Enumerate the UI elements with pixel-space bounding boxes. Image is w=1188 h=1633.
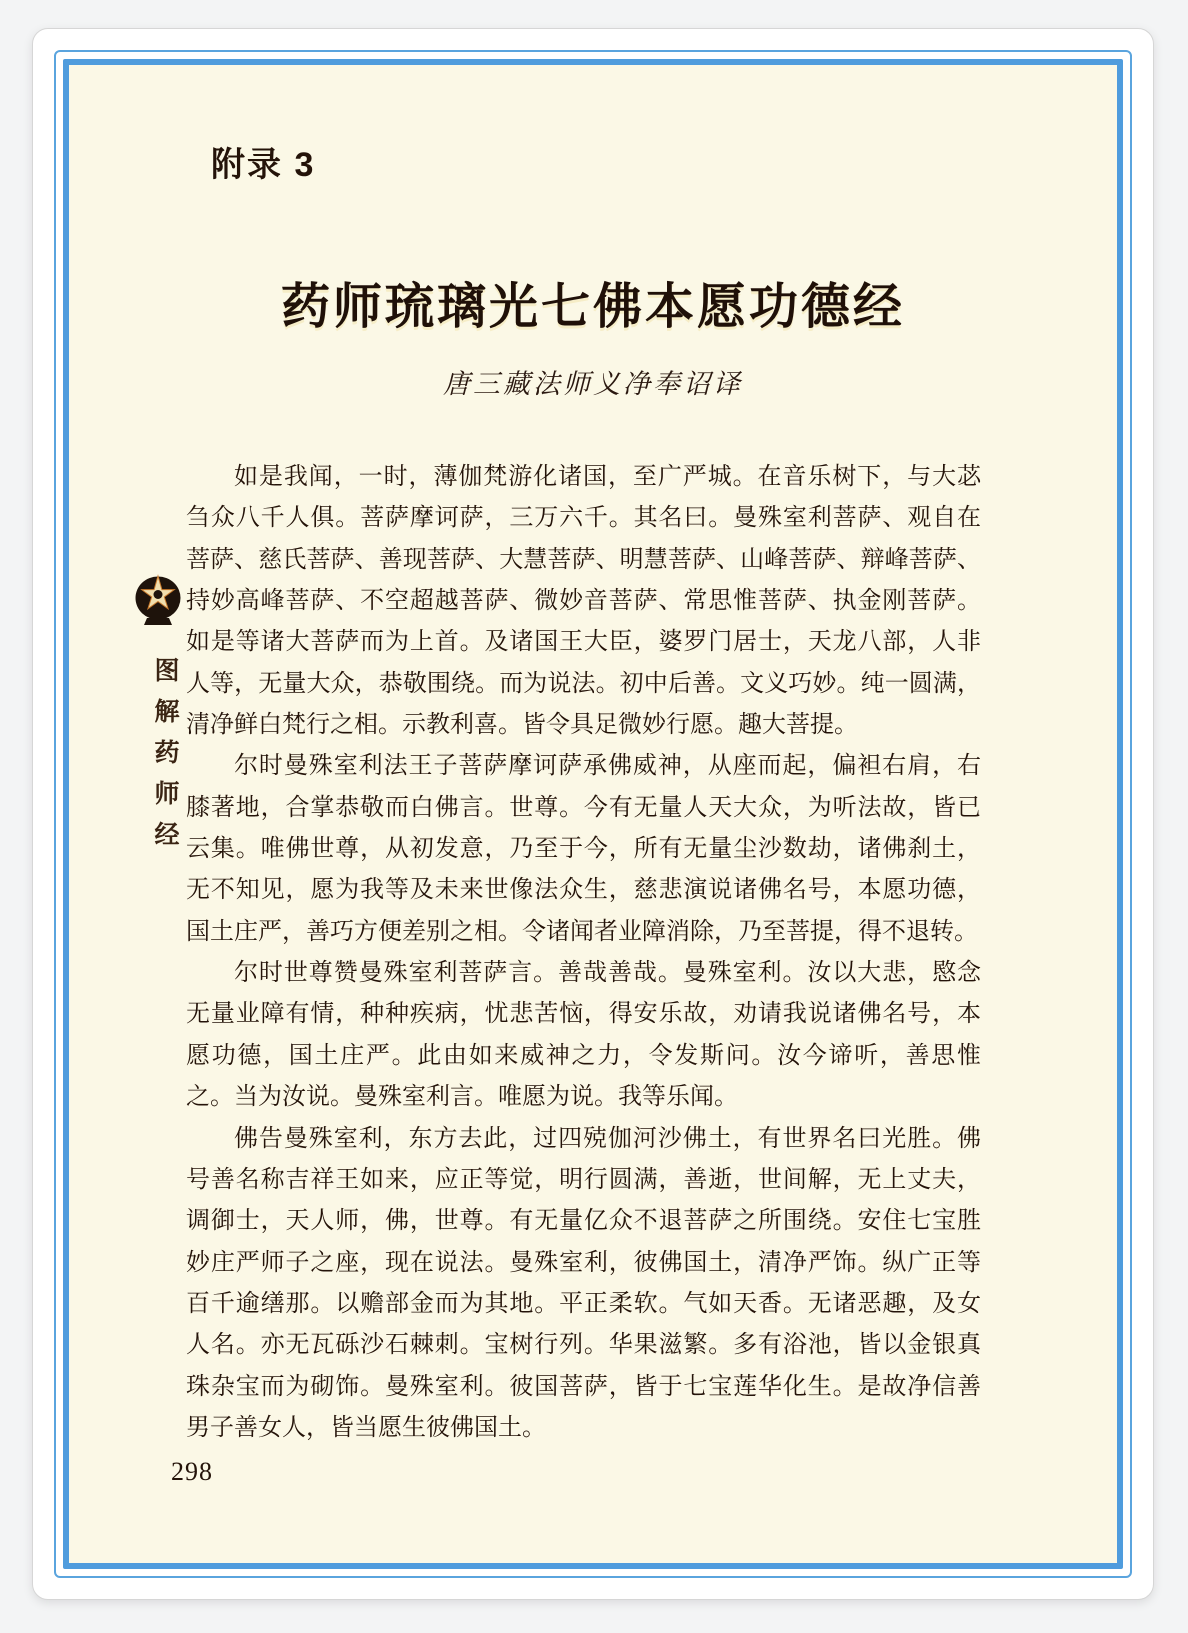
book-page-card xyxy=(32,28,1154,1600)
sutra-line: 珠杂宝而为砌饰。曼殊室利。彼国菩萨，皆于七宝莲华化生。是故净信善 xyxy=(186,1373,981,1400)
sutra-line: 百千逾缮那。以赡部金而为其地。平正柔软。气如天香。无诸恶趣，及女 xyxy=(186,1290,981,1317)
sutra-line: 号善名称吉祥王如来，应正等觉，明行圆满，善逝，世间解，无上丈夫， xyxy=(186,1166,981,1193)
sutra-body xyxy=(186,457,981,1449)
sutra-line: 菩萨、慈氏菩萨、善现菩萨、大慧菩萨、明慧菩萨、山峰菩萨、辩峰菩萨、 xyxy=(186,546,981,573)
translator-line: 唐三藏法师义净奉诏译 xyxy=(443,369,743,399)
sutra-line: 无不知见，愿为我等及未来世像法众生，慈悲演说诸佛名号，本愿功德， xyxy=(186,877,981,904)
sutra-line: 人名。亦无瓦砾沙石棘刺。宝树行列。华果滋繁。多有浴池，皆以金银真 xyxy=(186,1332,981,1359)
sutra-line: 持妙高峰菩萨、不空超越菩萨、微妙音菩萨、常思惟菩萨、执金刚菩萨。 xyxy=(186,588,981,615)
sutra-line: 调御士，天人师，佛，世尊。有无量亿众不退菩萨之所围绕。安住七宝胜 xyxy=(186,1208,981,1235)
sutra-line: 云集。唯佛世尊，从初发意，乃至于今，所有无量尘沙数劫，诸佛刹土， xyxy=(186,836,981,863)
page-title: 药师琉璃光七佛本愿功德经 xyxy=(280,280,905,334)
sutra-line: 刍众八千人俱。菩萨摩诃萨，三万六千。其名曰。曼殊室利菩萨、观自在 xyxy=(186,505,981,532)
sutra-line: 男子善女人，皆当愿生彼佛国土。 xyxy=(186,1414,546,1441)
sutra-line: 清净鲜白梵行之相。示教利喜。皆令具足微妙行愿。趣大菩提。 xyxy=(186,712,858,739)
page-content xyxy=(69,65,1117,1563)
sutra-line: 如是等诸大菩萨而为上首。及诸国王大臣，婆罗门居士，天龙八部，人非 xyxy=(186,629,981,656)
sutra-line: 之。当为汝说。曼殊室利言。唯愿为说。我等乐闻。 xyxy=(186,1084,738,1111)
book-title-vertical: 图解药师经 xyxy=(151,657,179,862)
sutra-line: 佛告曼殊室利，东方去此，过四殑伽河沙佛土，有世界名曰光胜。佛 xyxy=(234,1125,981,1152)
sutra-line: 尔时世尊赞曼殊室利菩萨言。善哉善哉。曼殊室利。汝以大悲，愍念 xyxy=(234,960,981,987)
appendix-label: 附录 3 xyxy=(211,146,316,184)
sutra-line: 人等，无量大众，恭敬围绕。而为说法。初中后善。文义巧妙。纯一圆满， xyxy=(186,670,981,697)
sutra-page xyxy=(63,59,1123,1569)
sutra-line: 愿功德，国土庄严。此由如来威神之力，令发斯问。汝今谛听，善思惟 xyxy=(186,1042,981,1069)
sutra-line: 膝著地，合掌恭敬而白佛言。世尊。今有无量人天大众，为听法故，皆已 xyxy=(186,794,981,821)
sutra-line: 如是我闻，一时，薄伽梵游化诸国，至广严城。在音乐树下，与大苾 xyxy=(234,464,981,490)
page-number: 298 xyxy=(171,1457,213,1486)
sutra-line: 无量业障有情，种种疾病，忧悲苦恼，得安乐故，劝请我说诸佛名号，本 xyxy=(186,1001,981,1028)
sutra-line: 尔时曼殊室利法王子菩萨摩诃萨承佛威神，从座而起，偏袒右肩，右 xyxy=(234,753,981,780)
medicine-bowl-icon xyxy=(129,569,187,631)
sutra-line: 国土庄严，善巧方便差别之相。令诸闻者业障消除，乃至菩提，得不退转。 xyxy=(186,918,978,945)
sutra-line: 妙庄严师子之座，现在说法。曼殊室利，彼佛国土，清净严饰。纵广正等 xyxy=(186,1249,981,1276)
